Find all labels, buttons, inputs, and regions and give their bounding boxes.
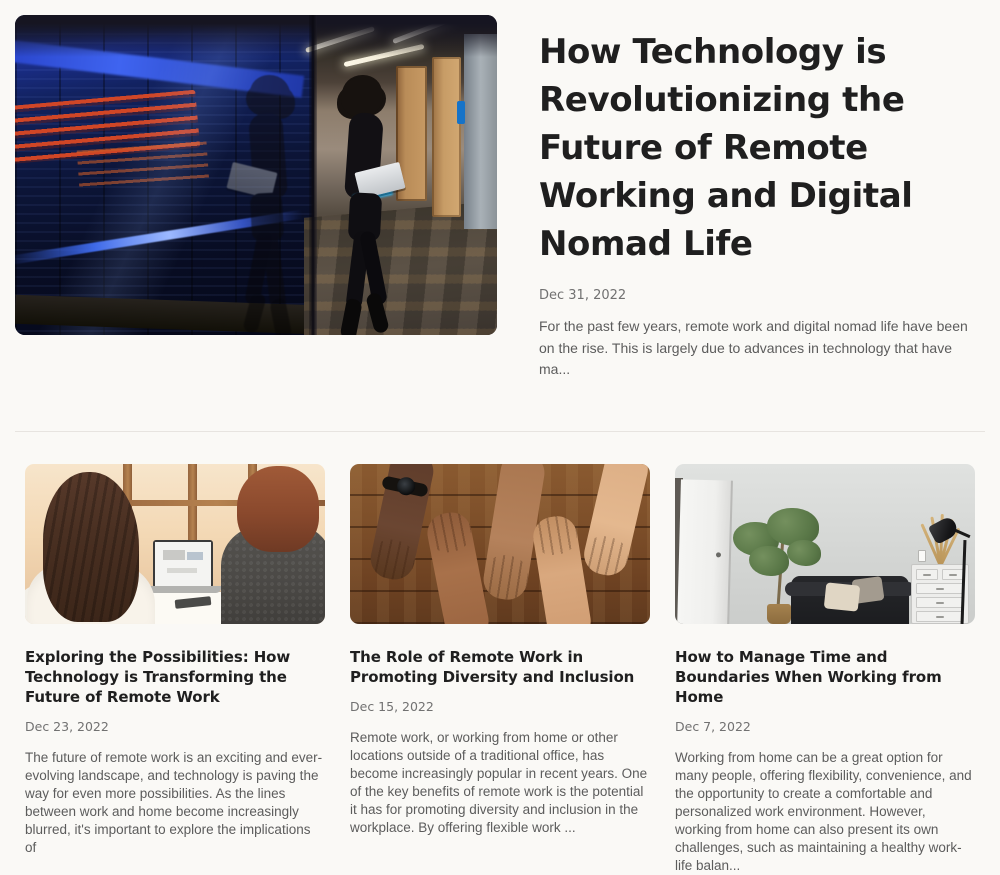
article-image-hands[interactable] xyxy=(350,464,650,624)
featured-article-date: Dec 31, 2022 xyxy=(539,288,627,303)
article-excerpt: Working from home can be a great option for many people, offering flexibility, convenience, and the opportunity to create a comfortable and personalized work environment. However, working from home can also present its own challenges, such as maintaining a healthy work-life balan... xyxy=(675,750,972,873)
article-title[interactable]: Exploring the Possibilities: How Technology is Transforming the Future of Remote Work xyxy=(25,648,291,707)
hand-art xyxy=(424,509,492,624)
pillow-art xyxy=(824,582,861,611)
article-date: Dec 15, 2022 xyxy=(350,699,434,715)
laptop-art xyxy=(145,586,221,593)
article-title[interactable]: How to Manage Time and Boundaries When Working from Home xyxy=(675,648,942,707)
wall-sign-art xyxy=(457,101,466,123)
article-card xyxy=(25,464,325,875)
articles-grid xyxy=(25,464,975,875)
article-date: Dec 23, 2022 xyxy=(25,719,109,735)
laptop-art xyxy=(153,540,213,588)
featured-article-title[interactable]: How Technology is Revolutionizing the Future of Remote Working and Digital Nomad Life xyxy=(539,32,913,264)
person-art xyxy=(43,472,139,622)
featured-article-content xyxy=(539,15,985,381)
glass-edge-art xyxy=(309,15,317,335)
article-title[interactable]: The Role of Remote Work in Promoting Diversity and Inclusion xyxy=(350,648,635,687)
person-art xyxy=(237,466,319,552)
woman-with-laptop-art xyxy=(323,79,415,335)
door-art xyxy=(677,479,733,624)
article-image-home-office[interactable] xyxy=(675,464,975,624)
featured-article-excerpt: For the past few years, remote work and digital nomad life have been on the rise. This is largely due to advances in technology that have ma... xyxy=(539,318,968,378)
featured-article xyxy=(15,15,985,381)
article-date: Dec 7, 2022 xyxy=(675,719,751,735)
plant-art xyxy=(787,540,821,566)
plant-pot-art xyxy=(767,604,791,624)
ceiling-shadow-art xyxy=(15,15,497,57)
woman-reflection-art xyxy=(217,79,309,335)
office-door-art xyxy=(432,57,461,217)
hand-art xyxy=(580,464,650,579)
article-card xyxy=(675,464,975,875)
plant-art xyxy=(749,546,789,576)
article-card xyxy=(350,464,650,875)
section-divider xyxy=(15,431,985,432)
hand-art xyxy=(530,513,593,624)
elevator-art xyxy=(464,34,497,229)
article-excerpt: The future of remote work is an exciting and ever-evolving landscape, and technology is paving the way for even more possibilities. As the lines between work and home become increasingly blurred, it's important to explore the implications of xyxy=(25,750,323,855)
article-image-meeting[interactable] xyxy=(25,464,325,624)
article-excerpt: Remote work, or working from home or other locations outside of a traditional office, has become increasingly popular in recent years. One of the key benefits of remote work is the potential it has for promoting diversity and inclusion in the workplace. By offering flexible work ... xyxy=(350,730,648,835)
featured-article-image[interactable] xyxy=(15,15,497,335)
